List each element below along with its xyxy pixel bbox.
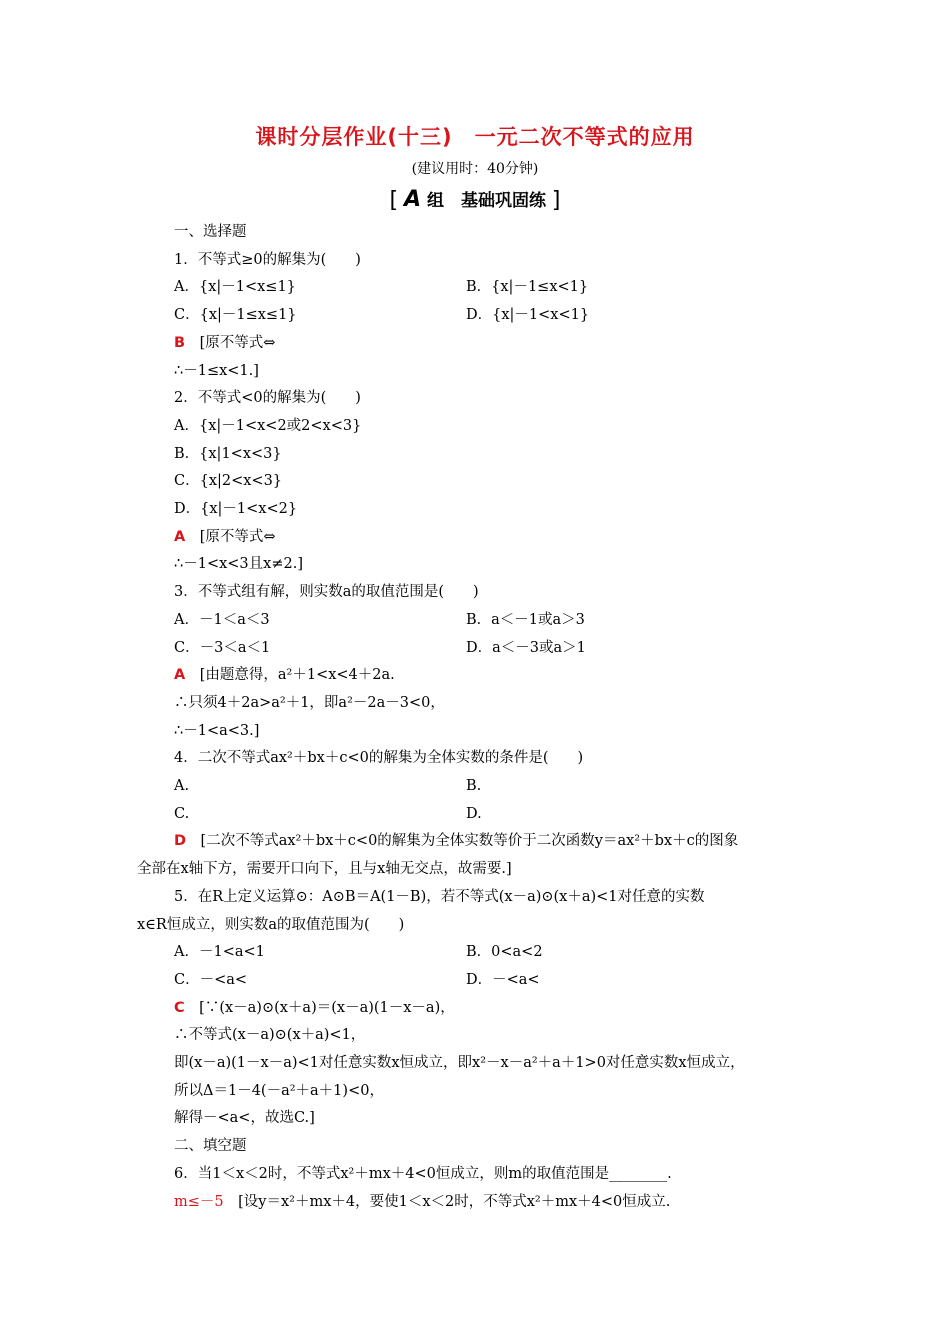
text-line <box>174 499 297 519</box>
text-line <box>174 1081 384 1101</box>
text-line <box>137 859 512 879</box>
line-text: ∴只须4＋2a>a²＋1，即a²－2a－3<0， <box>174 695 445 711</box>
text-line <box>174 582 479 602</box>
line-text: 解得－<a<，故选C.] <box>174 1110 315 1126</box>
text-line <box>174 527 276 547</box>
text-line <box>174 665 395 685</box>
line-text: 一、选择题 <box>174 224 247 240</box>
option-right: D．－<a< <box>466 972 540 988</box>
line-text: [原不等式⇔ <box>199 529 276 545</box>
text-line <box>174 388 361 408</box>
option-right: B. <box>466 778 482 794</box>
line-text: 6．当1＜x＜2时，不等式x²＋mx＋4<0恒成立，则m的取值范围是________. <box>174 1166 672 1182</box>
line-text: ∴－1<a<3.] <box>174 723 260 739</box>
option-left: C．－<a< <box>174 972 248 988</box>
line-text: [二次不等式ax²＋bx＋c<0的解集为全体实数等价于二次函数y＝ax²＋bx＋c的图象 <box>200 833 739 849</box>
option-left: C．－3＜a＜1 <box>174 640 271 656</box>
option-right: D. <box>466 806 482 822</box>
option-right: D．{x|－1<x<1} <box>466 307 590 323</box>
text-line <box>174 1164 672 1184</box>
bracket-close: ] <box>551 188 561 213</box>
line-text: 4．二次不等式ax²＋bx＋c<0的解集为全体实数的条件是( ) <box>174 750 584 766</box>
text-line <box>174 1053 745 1073</box>
text-line <box>174 222 247 242</box>
line-text: B．{x|1<x<3} <box>174 446 282 462</box>
option-right: B．{x|－1≤x<1} <box>466 279 589 295</box>
line-text: 2．不等式<0的解集为( ) <box>174 390 361 406</box>
suggested-time: (建议用时：40分钟) <box>411 161 539 177</box>
text-line <box>174 998 455 1018</box>
answer-letter: A <box>174 529 186 545</box>
option-left: A. <box>174 778 190 794</box>
text-line <box>174 333 275 353</box>
text-line <box>174 1136 247 1156</box>
bracket-open: [ <box>389 188 399 213</box>
line-text: [原不等式⇔ <box>199 335 276 351</box>
line-text: D．{x|－1<x<2} <box>174 501 298 517</box>
option-left: A．－1<a<1 <box>174 944 265 960</box>
line-text: x∈R恒成立，则实数a的取值范围为( ) <box>137 917 405 933</box>
line-text: ∴－1≤x<1.] <box>174 363 259 379</box>
text-line <box>174 831 738 851</box>
option-left: A．{x|－1<x≤1} <box>174 279 296 295</box>
text-line <box>174 554 303 574</box>
line-text: 全部在x轴下方，需要开口向下，且与x轴无交点，故需要.] <box>137 861 512 877</box>
group-label: 组 基础巩固练 <box>426 191 546 211</box>
option-left: C. <box>174 806 190 822</box>
group-letter: A <box>404 187 422 212</box>
line-text: A．{x|－1<x<2或2<x<3} <box>174 418 362 434</box>
line-text: [由题意得，a²＋1<x<4＋2a. <box>199 667 395 683</box>
line-text: 所以Δ＝1－4(－a²＋a＋1)<0， <box>174 1083 384 1099</box>
text-line <box>174 887 705 907</box>
option-right: D．a＜－3或a＞1 <box>466 640 586 656</box>
answer-text: m≤－5 <box>174 1194 224 1210</box>
option-left: A．－1＜a＜3 <box>174 612 270 628</box>
option-right: B．a＜－1或a＞3 <box>466 612 585 628</box>
section-header <box>0 186 950 213</box>
answer-letter: C <box>174 1000 185 1016</box>
line-text: 5．在R上定义运算⊙：A⊙B＝A(1－B)，若不等式(x－a)⊙(x＋a)<1对任意的实数 <box>174 889 705 905</box>
line-text: [∵(x－a)⊙(x＋a)＝(x－a)(1－x－a)， <box>199 1000 455 1016</box>
text-line <box>174 1025 365 1045</box>
line-text: [设y＝x²＋mx＋4，要使1＜x＜2时，不等式x²＋mx＋4<0恒成立. <box>238 1194 671 1210</box>
answer-letter: D <box>174 833 187 849</box>
line-text: 1．不等式≥0的解集为( ) <box>174 252 361 268</box>
option-right: B．0<a<2 <box>466 944 543 960</box>
answer-letter: B <box>174 335 186 351</box>
text-line <box>174 693 445 713</box>
text-line <box>174 361 259 381</box>
line-text: ∴－1<x<3且x≠2.] <box>174 556 303 572</box>
answer-letter: A <box>174 667 186 683</box>
text-line <box>174 471 282 491</box>
text-line <box>174 250 361 270</box>
line-text: 即(x－a)(1－x－a)<1对任意实数x恒成立，即x²－x－a²＋a＋1>0对任意实数x恒成立， <box>174 1055 745 1071</box>
text-line <box>174 416 361 436</box>
line-text: 3．不等式组有解，则实数a的取值范围是( ) <box>174 584 479 600</box>
line-text: ∴不等式(x－a)⊙(x＋a)<1， <box>174 1027 366 1043</box>
text-line <box>174 748 583 768</box>
text-line <box>137 915 404 935</box>
option-left: C．{x|－1≤x≤1} <box>174 307 297 323</box>
text-line <box>174 1192 670 1212</box>
text-line <box>174 721 259 741</box>
text-line <box>174 1108 315 1128</box>
page-title: 课时分层作业(十三) 一元二次不等式的应用 <box>255 125 695 149</box>
line-text: C．{x|2<x<3} <box>174 473 283 489</box>
text-line <box>174 444 282 464</box>
line-text: 二、填空题 <box>174 1138 247 1154</box>
